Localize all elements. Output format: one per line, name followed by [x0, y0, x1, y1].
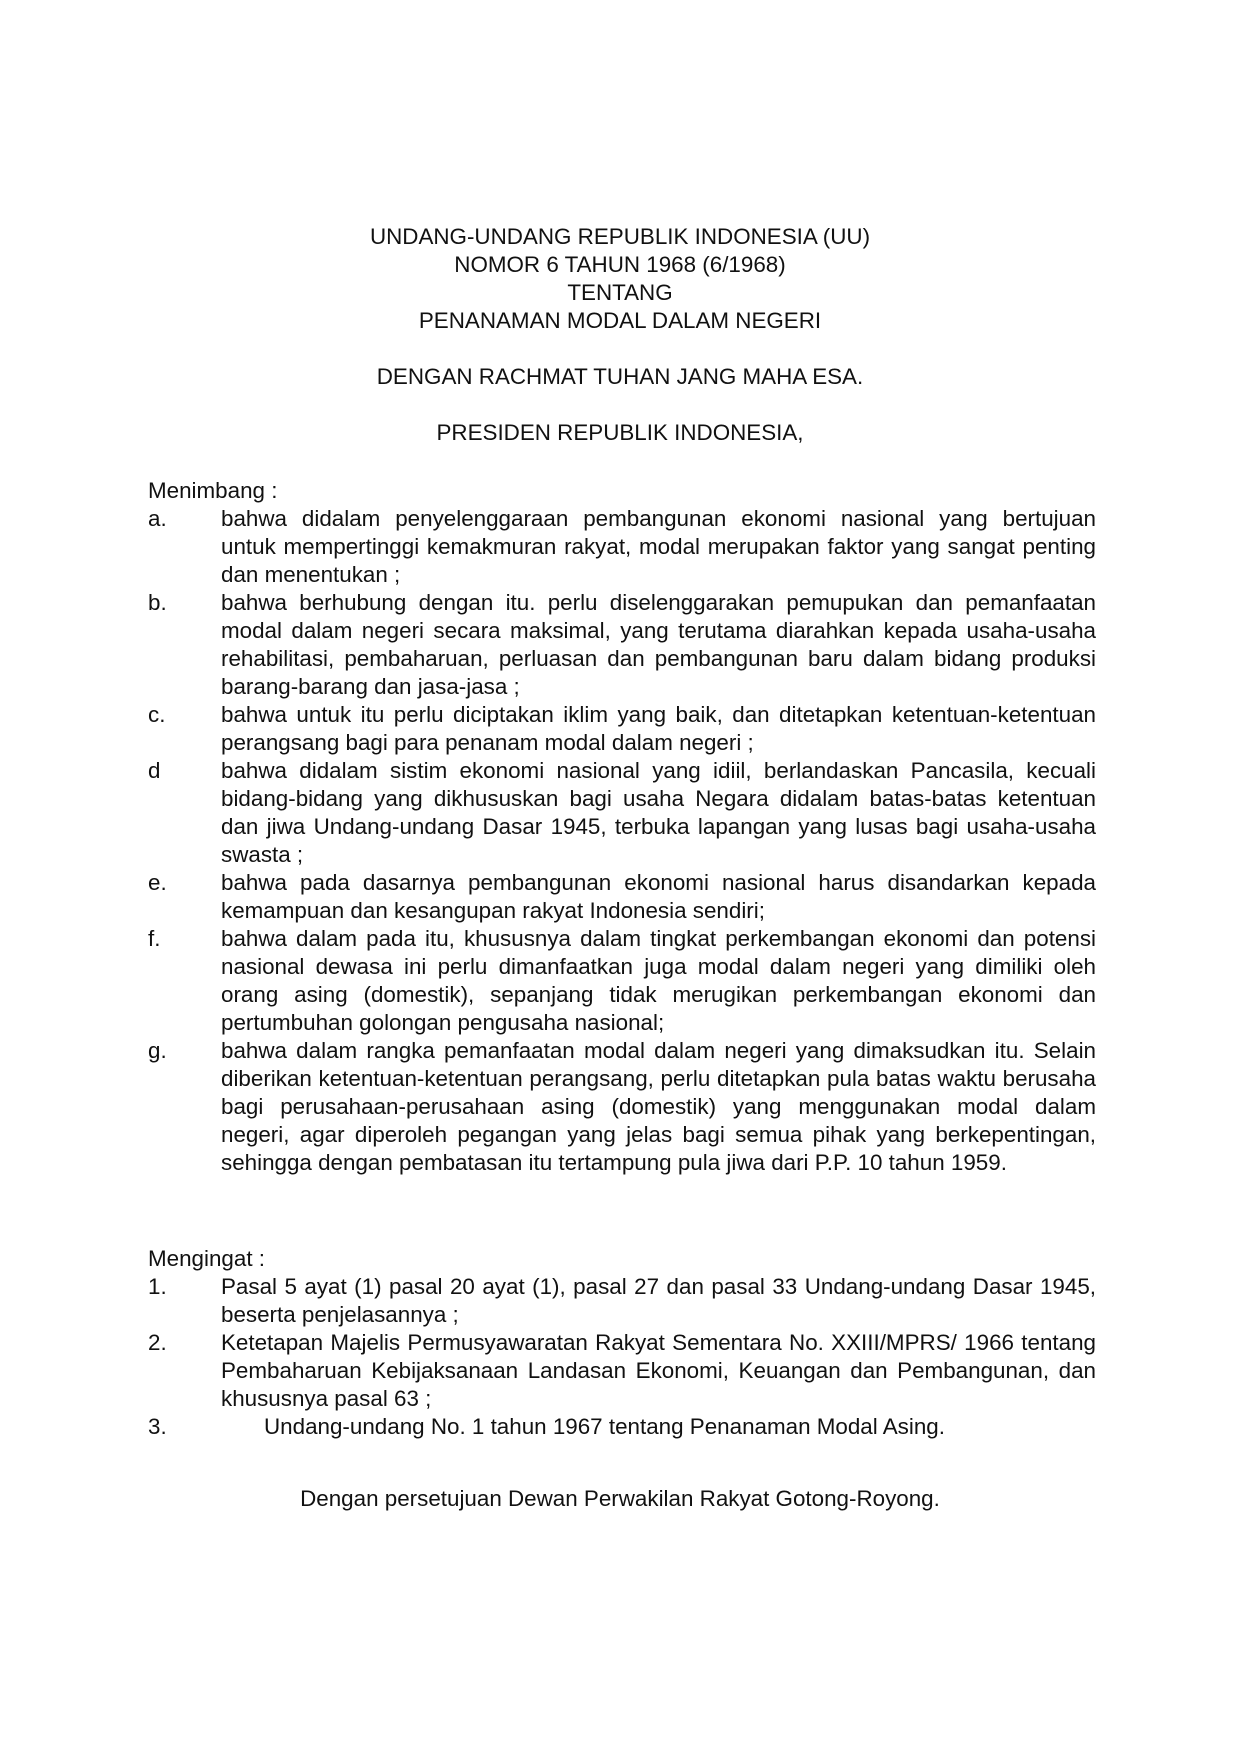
heading-line-3: TENTANG — [567, 280, 673, 305]
list-item — [148, 505, 1096, 589]
list-item — [148, 925, 1096, 1037]
invocation: DENGAN RACHMAT TUHAN JANG MAHA ESA. — [376, 364, 864, 389]
list-item-text: bahwa didalam sistim ekonomi nasional yang idiil, berlandaskan Pancasila, kecuali bidang-bidang yang dikhususkan bagi usaha Negara didalam batas-batas ketentuan dan jiwa Undang-undang Dasar 1945, terbuka lapangan yang lusas bagi usaha-usaha swasta ; — [221, 758, 1096, 867]
list-item-text: Undang-undang No. 1 tahun 1967 tentang Penanaman Modal Asing. — [264, 1414, 945, 1439]
list-item-text: bahwa pada dasarnya pembangunan ekonomi nasional harus disandarkan kepada kemampuan dan kesangupan rakyat Indonesia sendiri; — [221, 870, 1096, 923]
list-marker: d — [148, 758, 161, 783]
list-marker: a. — [148, 506, 167, 531]
list-marker: b. — [148, 590, 167, 615]
list-marker: 1. — [148, 1274, 167, 1299]
list-marker: c. — [148, 702, 166, 727]
list-item-text: bahwa dalam rangka pemanfaatan modal dalam negeri yang dimaksudkan itu. Selain diberikan ketentuan-ketentuan perangsang, perlu ditetapkan pula batas waktu berusaha bagi perusahaan-perusahaan asing (domestik) yang menggunakan modal dalam negeri, agar diperoleh pegangan yang jelas bagi semua pihak yang berkepentingan, sehingga dengan pembatasan itu tertampung pula jiwa dari P.P. 10 tahun 1959. — [221, 1038, 1096, 1175]
list-item — [148, 1037, 1096, 1177]
list-marker: 3. — [148, 1414, 167, 1439]
mengingat-label: Mengingat : — [148, 1246, 266, 1271]
closing-statement: Dengan persetujuan Dewan Perwakilan Rakyat Gotong-Royong. — [300, 1486, 940, 1511]
list-item-text: Ketetapan Majelis Permusyawaratan Rakyat Sementara No. XXIII/MPRS/ 1966 tentang Pembaharuan Kebijaksanaan Landasan Ekonomi, Keuangan dan Pembangunan, dan khususnya pasal 63 ; — [221, 1330, 1096, 1411]
heading-line-4: PENANAMAN MODAL DALAM NEGERI — [418, 308, 822, 333]
list-item — [148, 1273, 1096, 1329]
heading-line-1: UNDANG-UNDANG REPUBLIK INDONESIA (UU) — [369, 224, 871, 249]
menimbang-label: Menimbang : — [148, 478, 278, 503]
list-marker: g. — [148, 1038, 167, 1063]
president-line: PRESIDEN REPUBLIK INDONESIA, — [436, 420, 804, 445]
heading-line-2: NOMOR 6 TAHUN 1968 (6/1968) — [454, 252, 786, 277]
mengingat-list — [148, 1273, 1096, 1441]
list-item-text: Pasal 5 ayat (1) pasal 20 ayat (1), pasal 27 dan pasal 33 Undang-undang Dasar 1945, beserta penjelasannya ; — [221, 1274, 1096, 1327]
list-item-text: bahwa berhubung dengan itu. perlu diselenggarakan pemupukan dan pemanfaatan modal dalam negeri secara maksimal, yang terutama diarahkan kepada usaha-usaha rehabilitasi, pembaharuan, perluasan dan pembangunan baru dalam bidang produksi barang-barang dan jasa-jasa ; — [221, 590, 1096, 699]
list-item — [148, 589, 1096, 701]
list-marker: 2. — [148, 1330, 167, 1355]
list-item-text: bahwa didalam penyelenggaraan pembangunan ekonomi nasional yang bertujuan untuk mempertinggi kemakmuran rakyat, modal merupakan faktor yang sangat penting dan menentukan ; — [221, 506, 1096, 587]
list-marker: e. — [148, 870, 167, 895]
list-item — [148, 869, 1096, 925]
list-item — [148, 757, 1096, 869]
list-item — [148, 701, 1096, 757]
list-item — [148, 1329, 1096, 1413]
document-heading — [148, 223, 1092, 335]
list-item-text: bahwa dalam pada itu, khususnya dalam tingkat perkembangan ekonomi dan potensi nasional dewasa ini perlu dimanfaatkan juga modal dalam negeri yang dimiliki oleh orang asing (domestik), sepanjang tidak merugikan perkembangan ekonomi dan pertumbuhan golongan pengusaha nasional; — [221, 926, 1096, 1035]
menimbang-list — [148, 505, 1096, 1177]
list-item-text: bahwa untuk itu perlu diciptakan iklim yang baik, dan ditetapkan ketentuan-ketentuan perangsang bagi para penanam modal dalam negeri ; — [221, 702, 1096, 755]
list-item — [148, 1413, 1096, 1441]
list-marker: f. — [148, 926, 161, 951]
